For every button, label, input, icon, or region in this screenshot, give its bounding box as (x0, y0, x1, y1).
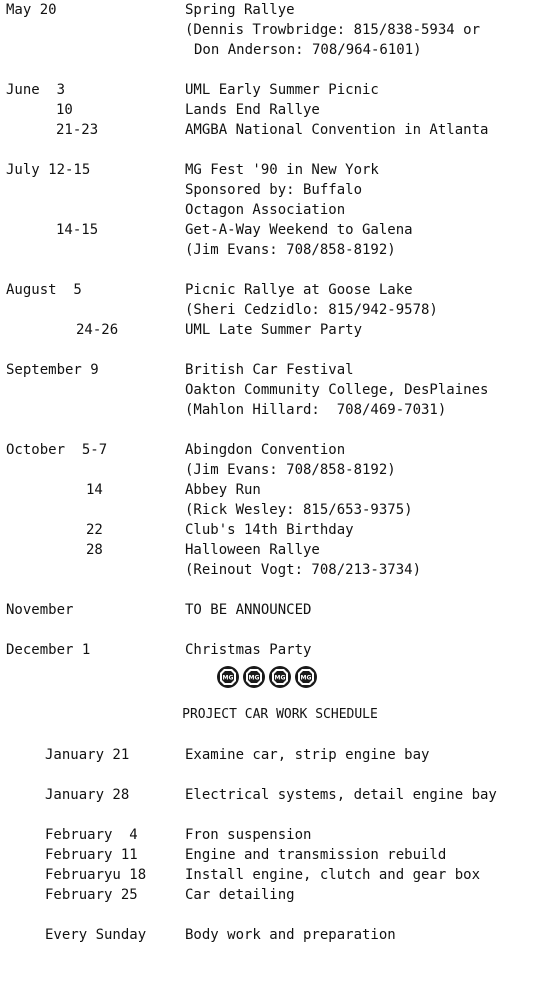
event-description: Lands End Rallye (185, 102, 320, 118)
event-row (0, 100, 320, 120)
event-row (0, 280, 413, 300)
event-description: (Jim Evans: 708/858-8192) (185, 242, 396, 258)
event-date: August 5 (6, 282, 82, 298)
event-row (0, 240, 396, 260)
event-description: (Reinout Vogt: 708/213-3734) (185, 562, 422, 578)
event-date: October 5-7 (6, 442, 108, 458)
event-row (0, 380, 489, 400)
schedule-date: January 21 (45, 747, 130, 763)
event-row (0, 520, 354, 540)
logo-lettering: MG (274, 674, 286, 682)
event-description: (Rick Wesley: 815/653-9375) (185, 502, 413, 518)
mg-logo-row (216, 665, 318, 689)
event-row (0, 200, 346, 220)
schedule-row (0, 925, 396, 945)
event-description: Spring Rallye (185, 2, 295, 18)
schedule-date: February 4 (45, 827, 138, 843)
event-description: Club's 14th Birthday (185, 522, 354, 538)
logo-lettering: MG (300, 674, 312, 682)
event-description: Octagon Association (185, 202, 346, 218)
event-description: (Jim Evans: 708/858-8192) (185, 462, 396, 478)
schedule-date: February 25 (45, 887, 138, 903)
event-description: (Mahlon Hillard: 708/469-7031) (185, 402, 447, 418)
mg-octagon-logo-icon (242, 665, 266, 689)
schedule-task: Examine car, strip engine bay (185, 747, 430, 763)
schedule-date: February 11 (45, 847, 138, 863)
mg-octagon-logo-icon (294, 665, 318, 689)
event-date: 21-23 (56, 122, 99, 138)
event-date: 24-26 (76, 322, 119, 338)
work-schedule-heading: PROJECT CAR WORK SCHEDULE (182, 707, 378, 722)
event-row (0, 320, 363, 340)
event-description: AMGBA National Convention in Atlanta (185, 122, 489, 138)
event-row (0, 400, 447, 420)
event-row (0, 480, 261, 500)
event-description: Abingdon Convention (185, 442, 346, 458)
schedule-date: Februaryu 18 (45, 867, 147, 883)
schedule-row (0, 885, 295, 905)
event-row (0, 160, 379, 180)
event-row (0, 220, 413, 240)
schedule-row (0, 785, 497, 805)
event-row (0, 560, 422, 580)
event-description: Sponsored by: Buffalo (185, 182, 363, 198)
event-row (0, 180, 363, 200)
event-row (0, 640, 312, 660)
event-date: 10 (56, 102, 73, 118)
event-row (0, 40, 422, 60)
schedule-task: Engine and transmission rebuild (185, 847, 447, 863)
event-row (0, 80, 379, 100)
mg-octagon-logo-icon (268, 665, 292, 689)
event-row (0, 440, 346, 460)
schedule-task: Body work and preparation (185, 927, 396, 943)
event-description: UML Late Summer Party (185, 322, 363, 338)
schedule-date: Every Sunday (45, 927, 147, 943)
event-description: British Car Festival (185, 362, 354, 378)
event-date: November (6, 602, 74, 618)
event-description: TO BE ANNOUNCED (185, 602, 312, 618)
event-description: Abbey Run (185, 482, 261, 498)
event-row (0, 120, 489, 140)
schedule-row (0, 745, 430, 765)
event-date: 14-15 (56, 222, 99, 238)
event-date: 28 (86, 542, 103, 558)
event-row (0, 600, 312, 620)
schedule-row (0, 825, 312, 845)
event-date: June 3 (6, 82, 66, 98)
event-row (0, 0, 295, 20)
event-description: UML Early Summer Picnic (185, 82, 379, 98)
event-date: 22 (86, 522, 103, 538)
event-description: Don Anderson: 708/964-6101) (194, 42, 422, 58)
event-description: (Sheri Cedzidlo: 815/942-9578) (185, 302, 438, 318)
schedule-task: Install engine, clutch and gear box (185, 867, 481, 883)
event-row (0, 540, 320, 560)
event-row (0, 460, 396, 480)
event-description: Oakton Community College, DesPlaines (185, 382, 489, 398)
mg-octagon-logo-icon (216, 665, 240, 689)
event-row (0, 20, 481, 40)
event-description: Get-A-Way Weekend to Galena (185, 222, 413, 238)
event-date: July 12-15 (6, 162, 91, 178)
schedule-date: January 28 (45, 787, 130, 803)
schedule-row (0, 845, 447, 865)
event-description: Halloween Rallye (185, 542, 320, 558)
event-row (0, 360, 354, 380)
event-date: May 20 (6, 2, 57, 18)
event-date: 14 (86, 482, 103, 498)
event-row (0, 300, 438, 320)
schedule-row (0, 865, 481, 885)
event-description: Christmas Party (185, 642, 312, 658)
logo-lettering: MG (222, 674, 234, 682)
schedule-task: Fron suspension (185, 827, 312, 843)
event-description: Picnic Rallye at Goose Lake (185, 282, 413, 298)
schedule-task: Electrical systems, detail engine bay (185, 787, 497, 803)
schedule-task: Car detailing (185, 887, 295, 903)
event-date: December 1 (6, 642, 91, 658)
logo-lettering: MG (248, 674, 260, 682)
event-description: (Dennis Trowbridge: 815/838-5934 or (185, 22, 481, 38)
event-row (0, 500, 413, 520)
event-description: MG Fest '90 in New York (185, 162, 379, 178)
event-date: September 9 (6, 362, 99, 378)
